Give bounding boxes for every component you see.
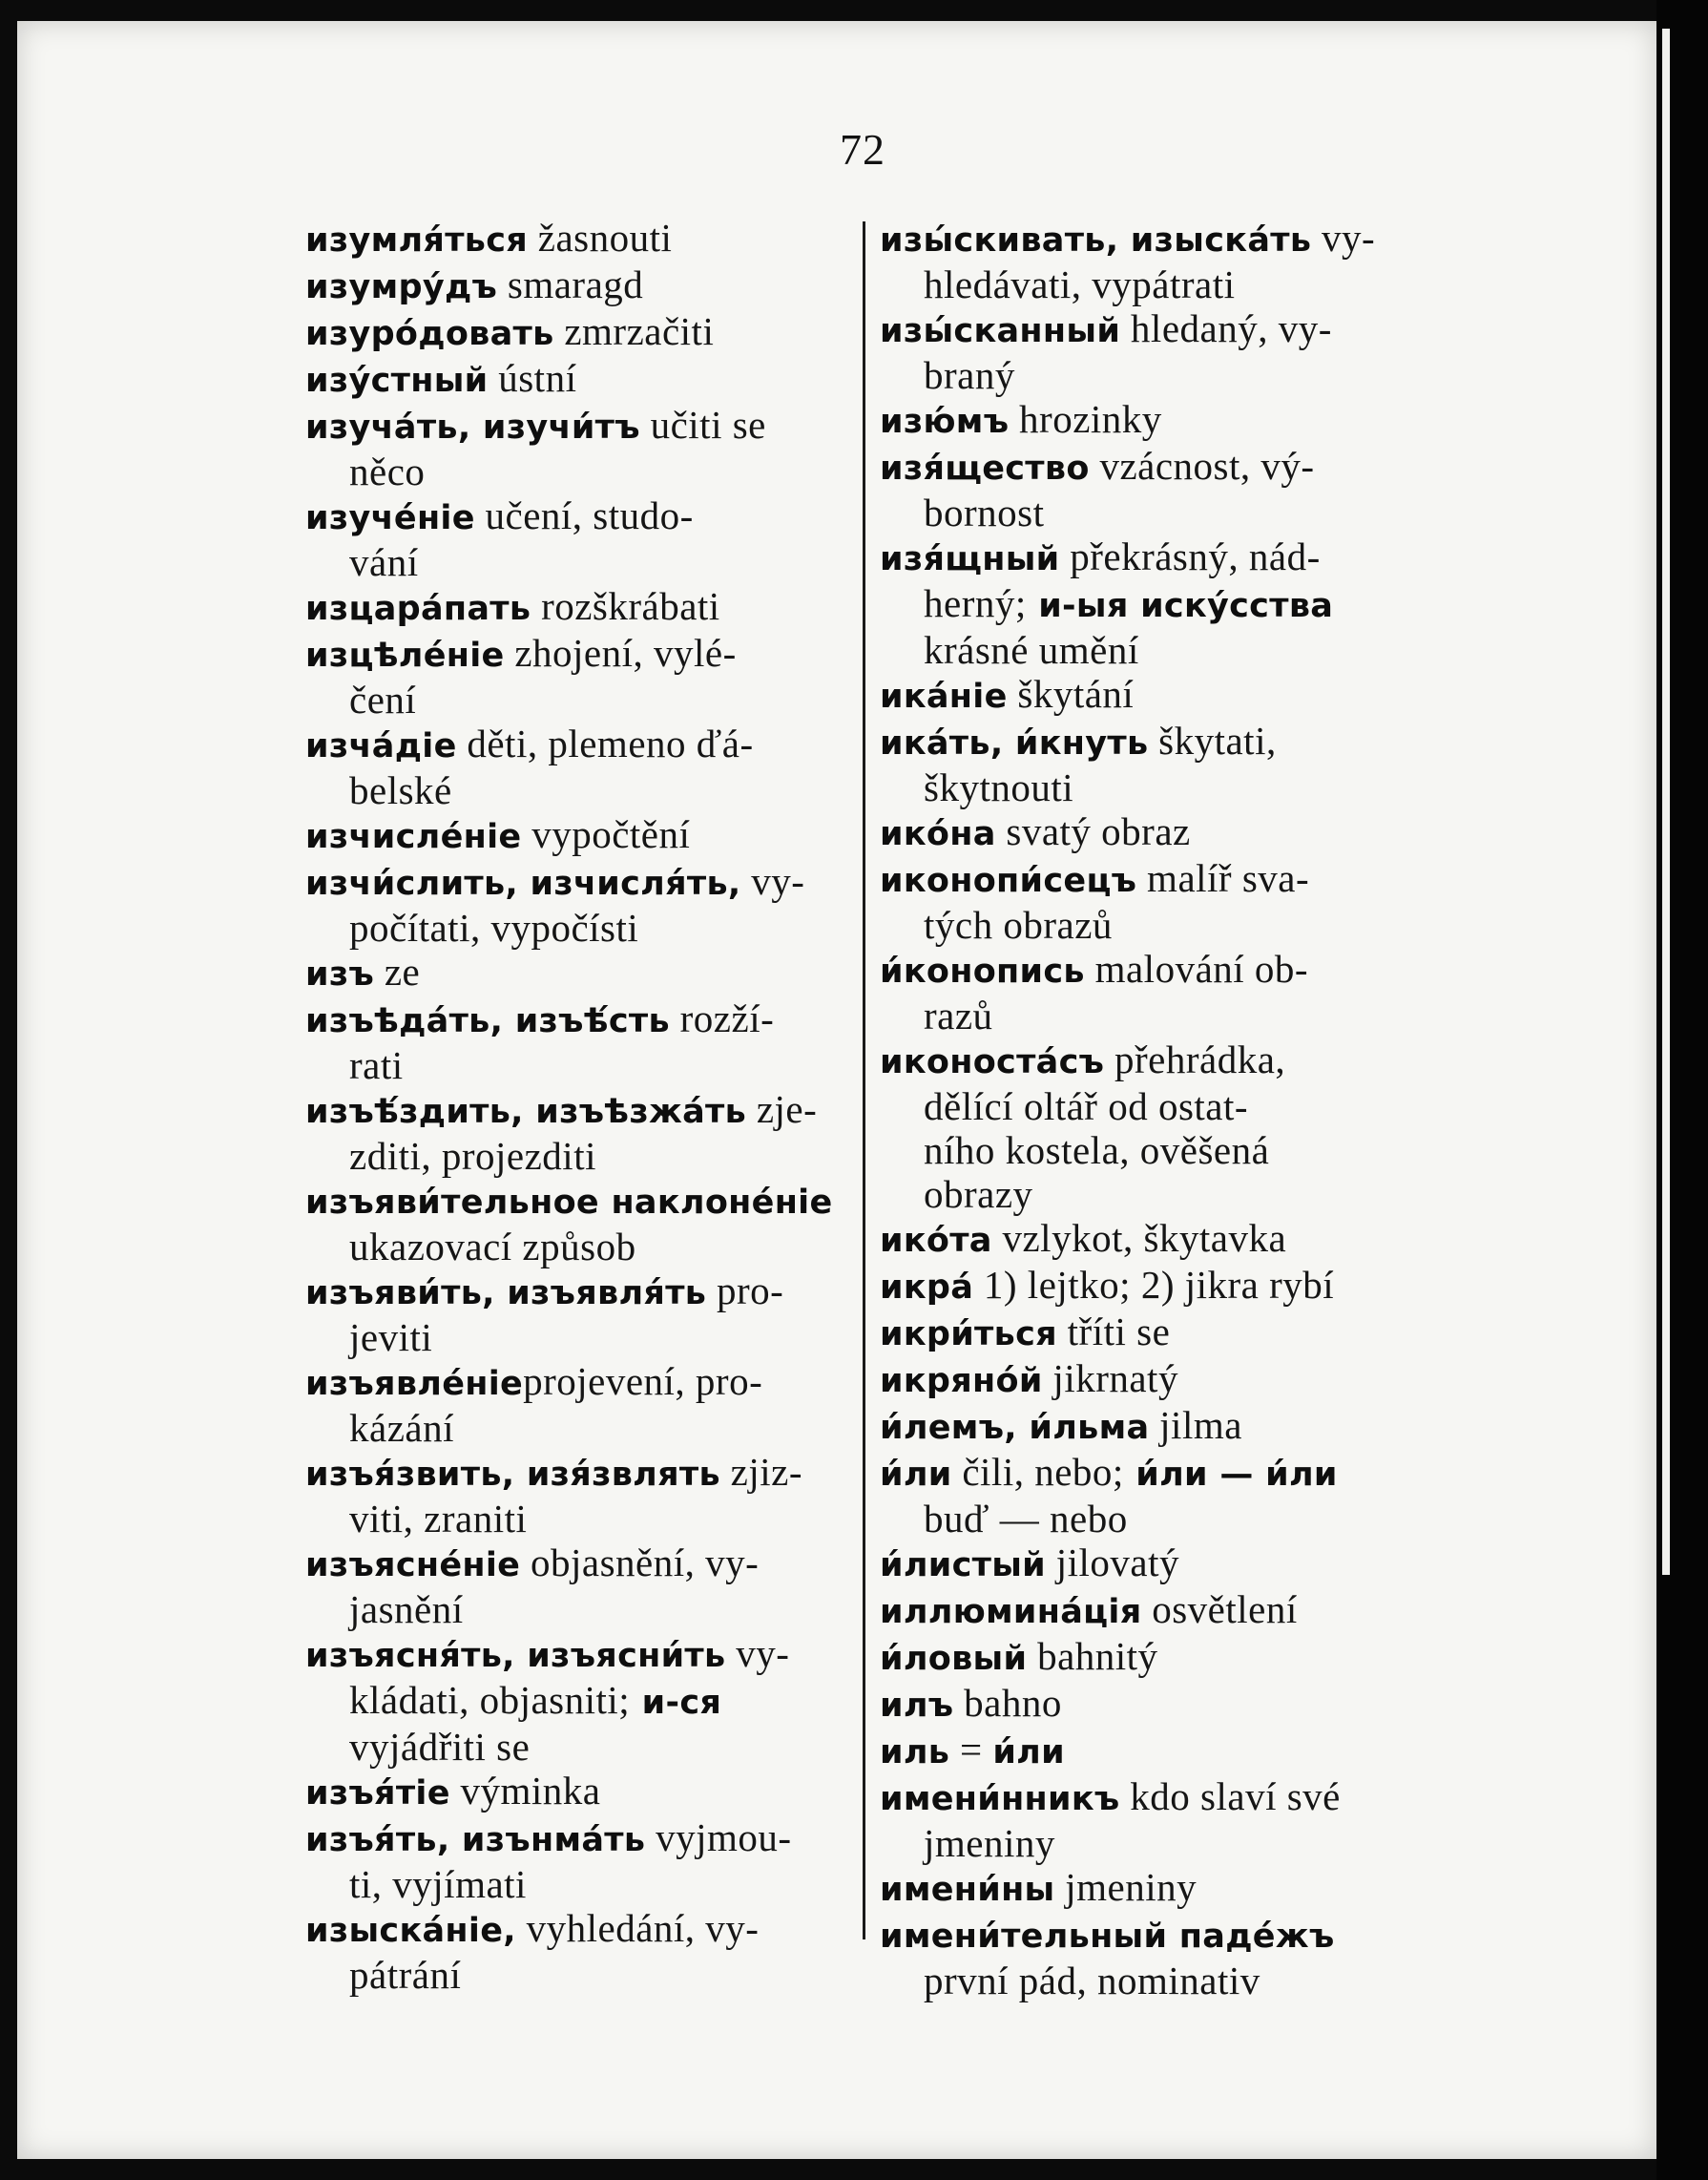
entry-continuation-line [880,1172,1420,1216]
translation: belské [349,768,452,812]
translation: buď — nebo [924,1497,1128,1541]
headword: изумру́дъ [305,268,498,306]
entry-line [880,1681,1420,1728]
translation: první pád, nominativ [924,1959,1260,2002]
entry-line [880,1865,1420,1912]
translation: kázání [349,1406,454,1450]
headword: изыска́нie, [305,1912,516,1950]
entry-line [305,1631,849,1678]
headword: изъя́тie [305,1774,450,1813]
dictionary-entry [305,631,849,722]
translation: zje- [746,1087,818,1131]
entry-line [305,216,849,262]
entry-line [305,1178,849,1225]
headword: изя́щный [880,540,1060,578]
translation: hledaný, vy- [1120,306,1332,350]
dictionary-entry [880,306,1420,397]
dictionary-entry [880,1587,1420,1634]
headword: и́листый [880,1546,1046,1584]
translation: kládati, objasniti; [349,1678,631,1722]
entry-continuation-line [305,768,849,812]
translation: hledávati, vypátrati [924,262,1236,306]
entry-continuation-line [880,1084,1420,1128]
headword: ика́ть, и́кнуть [880,724,1149,763]
dictionary-entry [305,1359,849,1450]
translation: vzácnost, vý- [1089,444,1315,488]
translation: vyjmou- [645,1815,792,1859]
dictionary-entry [305,216,849,262]
translation: žasnouti [528,216,673,260]
translation: pro- [706,1268,784,1312]
headword: изъясне́нie [305,1546,521,1584]
entry-continuation-line [880,262,1420,306]
dictionary-entry [880,1634,1420,1681]
left-column [305,216,849,1997]
entry-continuation-line [305,906,849,950]
translation: bahnitý [1027,1634,1158,1678]
translation: malíř sva- [1136,856,1310,900]
dictionary-entry [880,1450,1420,1541]
headword: изъяви́тельное наклоне́нie [305,1184,833,1222]
entry-continuation-line [305,1134,849,1178]
translation: bornost [924,491,1045,535]
entry-continuation-line [880,353,1420,397]
translation: vání [349,540,419,584]
headword-phrase: и́ли — и́ли [1123,1456,1338,1494]
entry-line [880,216,1420,262]
dictionary-entry [880,216,1420,306]
entry-line [880,1450,1420,1497]
dictionary-entry [305,722,849,812]
dictionary-entry [880,1403,1420,1450]
headword: изы́скивать, изыска́ть [880,221,1312,260]
entry-continuation-line [880,628,1420,672]
headword: иконопи́сецъ [880,862,1137,900]
translation: zditi, projezditi [349,1134,596,1178]
headword: изуче́нie [305,499,475,537]
entry-line [880,397,1420,444]
translation: krásné umění [924,628,1139,672]
translation: tříti se [1056,1310,1171,1353]
dictionary-entry [880,1541,1420,1587]
headword: икряно́й [880,1362,1043,1400]
headword: изчисле́нie [305,818,522,856]
entry-line [305,1450,849,1497]
translation: dělící oltář od ostat- [924,1084,1249,1128]
headword: изуро́довать [305,315,554,353]
headword: ика́нie [880,678,1008,716]
headword: и́ли [880,1456,952,1494]
translation: hrozinky [1009,397,1162,441]
headword: изъяви́ть, изъявля́ть [305,1274,707,1312]
headword: изъясня́ть, изъясни́ть [305,1637,726,1675]
dictionary-entry [880,1310,1420,1356]
headword: и́ловый [880,1640,1028,1678]
translation: čili, nebo; [951,1450,1124,1494]
entry-line [305,812,849,859]
translation: jasnění [349,1587,464,1631]
entry-continuation-line [305,1953,849,1997]
translation: jikrnatý [1042,1356,1178,1400]
headword: изча́дie [305,727,457,765]
headword: имени́ны [880,1871,1055,1909]
entry-line [305,1268,849,1315]
headword: изу́стный [305,362,489,400]
translation: vy- [1311,216,1376,260]
translation: tých obrazů [924,903,1113,947]
entry-continuation-line [880,1959,1420,2002]
entry-continuation-line [305,678,849,722]
dictionary-entry [305,812,849,859]
dictionary-entry [880,1774,1420,1865]
headword: ико́та [880,1222,992,1260]
translation: děti, plemeno ďá- [456,722,754,765]
translation: počítati, vypočísti [349,906,639,950]
translation: = [949,1728,993,1771]
dictionary-page [17,21,1656,2159]
translation: viti, zraniti [349,1497,528,1541]
dictionary-entry [880,856,1420,947]
dictionary-entry [880,1865,1420,1912]
entry-continuation-line [305,1862,849,1906]
translation: škytati, [1148,719,1277,763]
dictionary-entry [305,1815,849,1906]
translation: razů [924,994,993,1038]
headword: изцара́пать [305,590,531,628]
translation: kdo slaví své [1119,1774,1341,1818]
dictionary-entry [880,535,1420,672]
right-column [880,216,1420,2002]
entry-line [305,1769,849,1815]
entry-line [880,719,1420,765]
entry-continuation-line [305,1315,849,1359]
dictionary-entry [305,1906,849,1997]
translation: jmeniny [924,1821,1055,1865]
translation: zmrzačiti [553,309,715,353]
entry-line [305,493,849,540]
translation: braný [924,353,1015,397]
translation: vzlykot, škytavka [991,1216,1287,1260]
translation: ústní [488,356,577,400]
translation: jeviti [349,1315,433,1359]
dictionary-entry [305,996,849,1087]
entry-line [880,1263,1420,1310]
headword: ико́на [880,815,996,853]
translation: pátrání [349,1953,462,1997]
headword: иллюмина́цiя [880,1593,1142,1631]
entry-line [880,306,1420,353]
entry-continuation-line [305,1225,849,1268]
page-number: 72 [840,125,885,174]
dictionary-entry [305,1178,849,1268]
entry-line [305,996,849,1043]
entry-continuation-line [880,581,1420,628]
entry-continuation-line [305,1497,849,1541]
entry-line [880,1774,1420,1821]
translation: jilma [1149,1403,1242,1447]
headword: изъявле́нie [305,1365,524,1403]
dictionary-entry [880,947,1420,1038]
translation: svatý obraz [995,809,1191,853]
entry-line [305,631,849,678]
entry-line [880,1912,1420,1959]
entry-continuation-line [880,491,1420,535]
headword: изя́щество [880,450,1090,488]
dictionary-entry [305,493,849,584]
dictionary-entry [305,584,849,631]
translation: herný; [924,581,1027,625]
headword: изъя́ть, изънма́ть [305,1821,646,1859]
dictionary-entry [880,1038,1420,1216]
translation: osvětlení [1141,1587,1298,1631]
headword: изуча́ть, изучи́тъ [305,409,640,447]
translation: ukazovací způsob [349,1225,636,1268]
entry-line [880,1403,1420,1450]
entry-line [305,1541,849,1587]
dictionary-entry [880,1912,1420,2002]
dictionary-entry [305,262,849,309]
translation: zjiz- [719,1450,802,1494]
entry-line [880,444,1420,491]
dictionary-entry [880,1356,1420,1403]
translation: objasnění, vy- [520,1541,760,1584]
dictionary-entry [305,356,849,403]
entry-continuation-line [880,1821,1420,1865]
headword: илъ [880,1687,954,1725]
headword: изю́мъ [880,403,1010,441]
headword: изы́сканный [880,312,1121,350]
translation: 1) lejtko; 2) jikra rybí [973,1263,1335,1307]
entry-line [305,403,849,450]
entry-line [880,1634,1420,1681]
entry-continuation-line [305,1725,849,1769]
translation: rozží- [669,996,775,1040]
headword-phrase: и-ся [630,1684,722,1722]
entry-line [880,1587,1420,1634]
dictionary-entry [880,444,1420,535]
headword: иль [880,1733,950,1771]
translation: bahno [953,1681,1062,1725]
headword: изумля́ться [305,221,529,260]
headword-phrase: и-ыя иску́сства [1026,587,1334,625]
translation: jmeniny [1054,1865,1198,1909]
entry-continuation-line [305,540,849,584]
entry-continuation-line [305,1587,849,1631]
translation: vypočtění [521,812,691,856]
entry-line [305,722,849,768]
dictionary-entry [305,403,849,493]
entry-line [880,1216,1420,1263]
dictionary-entry [305,859,849,950]
dictionary-entry [880,672,1420,719]
entry-line [880,535,1420,581]
dictionary-entry [880,809,1420,856]
entry-line [305,1359,849,1406]
headword: изчи́слить, изчисля́ть, [305,865,741,903]
entry-line [880,1356,1420,1403]
translation: něco [349,450,426,493]
dictionary-entry [305,1087,849,1178]
entry-line [305,309,849,356]
entry-line [880,947,1420,994]
entry-line [880,1310,1420,1356]
dictionary-entry [880,719,1420,809]
dictionary-entry [880,397,1420,444]
headword: иконоста́съ [880,1043,1105,1081]
translation: vyjádřiti se [349,1725,531,1769]
translation: ního kostela, ověšená [924,1128,1270,1172]
entry-continuation-line [880,1128,1420,1172]
entry-line [305,1815,849,1862]
translation: projevení, pro- [523,1359,763,1403]
entry-continuation-line [305,1043,849,1087]
entry-line [305,262,849,309]
translation: malování ob- [1084,947,1309,991]
entry-continuation-line [305,1678,849,1725]
translation: překrásný, nád- [1059,535,1321,578]
headword: имени́нникъ [880,1780,1120,1818]
entry-line [880,809,1420,856]
entry-line [305,1906,849,1953]
translation: rozškrábati [531,584,720,628]
translation: výminka [449,1769,601,1813]
entry-continuation-line [880,765,1420,809]
translation: čení [349,678,417,722]
dictionary-entry [305,950,849,996]
dictionary-entry [880,1216,1420,1263]
entry-continuation-line [305,450,849,493]
headword: имени́тельный паде́жъ [880,1918,1335,1956]
dictionary-entry [305,1268,849,1359]
translation: vyhledání, vy- [515,1906,760,1950]
dictionary-entry [880,1681,1420,1728]
translation: vy- [740,859,805,903]
dictionary-entry [880,1263,1420,1310]
translation: vy- [725,1631,790,1675]
entry-line [305,859,849,906]
entry-line [880,1038,1420,1084]
translation: rati [349,1043,404,1087]
dictionary-entry [305,1631,849,1769]
entry-line [305,950,849,996]
headword: изъя́звить, изя́звлять [305,1456,720,1494]
entry-line [305,356,849,403]
translation: učiti se [639,403,766,447]
entry-continuation-line [880,903,1420,947]
dictionary-entry [880,1728,1420,1774]
entry-continuation-line [305,1406,849,1450]
dictionary-entry [305,1541,849,1631]
entry-line [880,1728,1420,1774]
entry-line [305,1087,849,1134]
entry-line [880,1541,1420,1587]
translation: zhojení, vylé- [504,631,737,675]
entry-line [880,672,1420,719]
headword: изъѣ́здить, изъѣзжа́ть [305,1093,747,1131]
entry-continuation-line [880,1497,1420,1541]
headword: изцѣле́нie [305,637,505,675]
column-divider [863,221,865,1939]
entry-line [305,584,849,631]
translation: obrazy [924,1172,1033,1216]
entry-line [880,856,1420,903]
headword: икри́ться [880,1315,1057,1353]
scan-edge [1656,0,1708,2180]
dictionary-entry [305,309,849,356]
translation: škytnouti [924,765,1074,809]
translation: smaragd [497,262,644,306]
translation: škytání [1007,672,1135,716]
headword: изъѣда́ть, изъѣ́сть [305,1002,670,1040]
translation: učení, studo- [474,493,694,537]
translation: jilovatý [1046,1541,1180,1584]
headword: и́лемъ, и́льма [880,1409,1150,1447]
translation: ti, vyjímati [349,1862,527,1906]
headword-phrase: и́ли [992,1733,1065,1771]
headword: изъ [305,955,375,994]
headword: икра́ [880,1268,974,1307]
headword: и́конопись [880,953,1085,991]
translation: ze [374,950,421,994]
dictionary-entry [305,1769,849,1815]
entry-continuation-line [880,994,1420,1038]
dictionary-entry [305,1450,849,1541]
translation: přehrádka, [1104,1038,1286,1081]
